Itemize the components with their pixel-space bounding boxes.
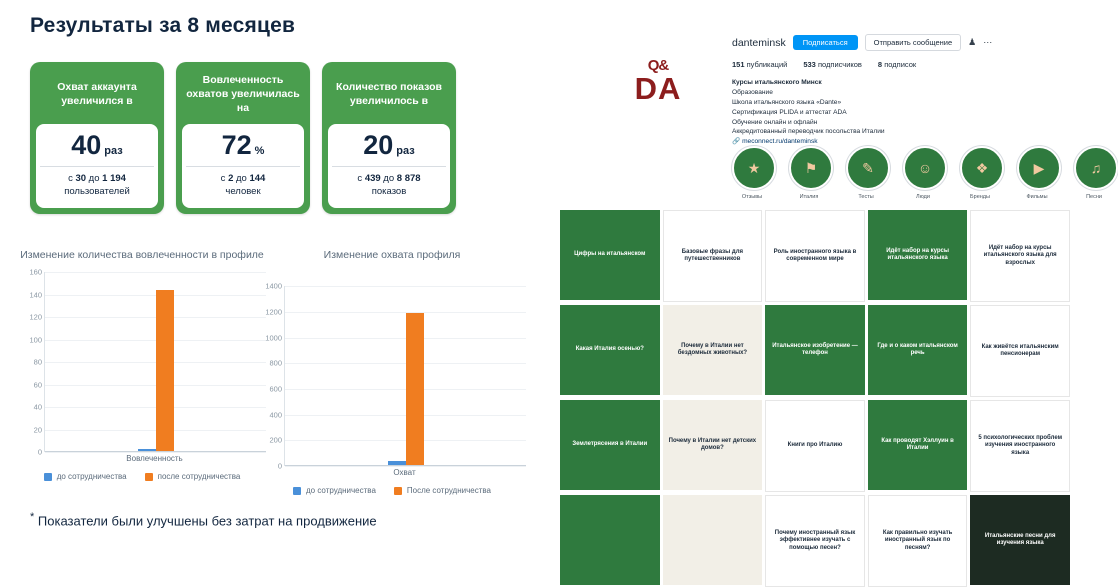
legend-swatch: [394, 487, 402, 495]
bar-before: [138, 449, 156, 451]
story-highlight[interactable]: [846, 146, 886, 200]
post-caption: Как правильно изучать иностранный язык по песням?: [882, 529, 953, 551]
post-caption: Какая Италия осенью?: [575, 346, 644, 353]
story-highlight[interactable]: [732, 146, 772, 200]
category-labels: [258, 466, 526, 480]
bar-before: [388, 461, 406, 465]
gridline: [45, 272, 266, 273]
post-thumbnail[interactable]: [560, 305, 660, 395]
chart-title: Изменение количества вовлеченности в профиле: [20, 249, 264, 261]
post-caption: Итальянское изобретение — телефон: [772, 342, 858, 356]
post-caption: Идёт набор на курсы итальянского языка: [886, 247, 949, 261]
y-axis-labels: [18, 267, 44, 457]
legend-swatch: [44, 473, 52, 481]
stat-value-group: [332, 132, 446, 159]
story-highlight-label: Тесты: [858, 194, 874, 200]
stat-followers-value: 533: [803, 60, 816, 69]
tag-icon: ❖: [960, 146, 1004, 190]
post-thumbnail[interactable]: [560, 495, 660, 585]
sub-prefix: с: [357, 173, 365, 184]
y-tick-label: 120: [29, 312, 42, 322]
bio-name: Курсы итальянского Минск: [732, 79, 822, 86]
story-highlight-label: Бренды: [970, 194, 990, 200]
story-highlight[interactable]: [1017, 146, 1057, 200]
y-tick-label: 0: [37, 447, 42, 457]
story-highlights: [732, 146, 1114, 200]
y-tick-label: 80: [33, 357, 42, 367]
instagram-profile-screenshot: [560, 20, 1102, 556]
post-caption: Базовые фразы для путешественников: [681, 248, 744, 262]
stat-card-heading: Вовлеченность охватов увеличилась на: [186, 73, 300, 115]
y-tick-label: 600: [269, 384, 282, 394]
story-highlight-label: Отзывы: [741, 194, 763, 200]
profile-info: [732, 34, 1070, 147]
stat-value-group: [40, 132, 154, 159]
stat-subtext: [332, 166, 446, 199]
y-tick-label: 20: [33, 425, 42, 435]
gridline: [285, 286, 526, 287]
chart-plot-area: [258, 281, 526, 471]
post-thumbnail[interactable]: [868, 400, 968, 490]
more-icon[interactable]: ⋯: [983, 37, 993, 47]
stat-posts-label: публикаций: [746, 60, 788, 69]
post-thumbnail[interactable]: [765, 495, 865, 587]
star-icon: ★: [732, 146, 776, 190]
y-tick-label: 1000: [265, 333, 282, 343]
legend-label: после сотрудничества: [157, 472, 241, 482]
instagram-header: [560, 20, 1070, 146]
post-thumbnail[interactable]: [663, 400, 763, 490]
profile-username: danteminsk: [732, 36, 786, 49]
profile-bio: [732, 78, 1070, 147]
story-highlight-label: Фильмы: [1026, 194, 1048, 200]
person-add-icon[interactable]: ♟: [968, 37, 977, 47]
sub-to: 1 194: [102, 173, 126, 184]
post-thumbnail[interactable]: [663, 495, 763, 585]
stat-posts: [732, 60, 787, 69]
story-highlight[interactable]: [1074, 146, 1114, 200]
post-thumbnail[interactable]: [765, 210, 865, 302]
stat-unit: раз: [104, 145, 123, 157]
sub-suffix: показов: [371, 185, 407, 197]
sub-to: 144: [249, 173, 266, 184]
post-caption: Почему иностранный язык эффективнее изучать с помощью песен?: [774, 529, 856, 551]
post-caption: Идёт набор на курсы итальянского языка для взрослых: [983, 244, 1057, 266]
stat-following[interactable]: [878, 60, 916, 69]
sub-from: 2: [228, 173, 234, 184]
stat-subtext: [40, 166, 154, 199]
flag-icon: ⚑: [789, 146, 833, 190]
stat-cards: [30, 62, 456, 214]
y-axis-labels: [258, 281, 284, 471]
sub-suffix: человек: [225, 185, 261, 197]
film-icon: ▶: [1017, 146, 1061, 190]
legend-item: [394, 486, 491, 495]
legend-label: до сотрудничества: [305, 486, 376, 496]
legend-label: до сотрудничества: [56, 472, 127, 482]
bio-link[interactable]: meconnect.ru/danteminsk: [742, 138, 818, 146]
post-caption: 5 психологических проблем изучения иностранного языка: [978, 434, 1063, 456]
post-caption: Землетрясения в Италии: [572, 441, 648, 448]
post-thumbnail[interactable]: [970, 400, 1070, 492]
y-tick-label: 800: [269, 358, 282, 368]
stat-card-heading: Охват аккаунта увеличился в: [57, 80, 137, 107]
post-thumbnail[interactable]: [868, 210, 968, 300]
plot-grid: [44, 272, 266, 452]
link-icon: 🔗: [732, 138, 741, 146]
post-thumbnail[interactable]: [663, 210, 763, 302]
footnote: [30, 511, 377, 528]
people-icon: ☺: [903, 146, 947, 190]
post-thumbnail[interactable]: [868, 305, 968, 395]
stat-posts-value: 151: [732, 60, 745, 69]
y-tick-label: 1200: [265, 307, 282, 317]
story-highlight-label: Италия: [799, 194, 819, 200]
post-thumbnail[interactable]: [970, 305, 1070, 397]
follow-button[interactable]: Подписаться: [793, 35, 858, 50]
post-thumbnail[interactable]: [765, 400, 865, 492]
profile-actions-row: [732, 34, 1070, 51]
post-thumbnail[interactable]: [663, 305, 763, 395]
story-highlight-label: Люди: [916, 194, 930, 200]
post-thumbnail[interactable]: [560, 400, 660, 490]
category-label: Охват: [393, 468, 416, 478]
stat-card-body: [36, 124, 158, 208]
post-caption: Итальянские песни для изучения языка: [984, 532, 1056, 546]
avatar: [615, 44, 701, 116]
sub-mid: до: [86, 173, 103, 184]
y-tick-label: 160: [29, 267, 42, 277]
legend-item: [44, 472, 127, 481]
legend-swatch: [145, 473, 153, 481]
music-icon: ♫: [1074, 146, 1118, 190]
chart-legend: [258, 486, 526, 495]
story-highlight[interactable]: [960, 146, 1000, 200]
category-label: Вовлеченность: [126, 454, 183, 464]
post-caption: Где и о каком итальянском речь: [877, 342, 958, 356]
y-tick-label: 0: [277, 461, 282, 471]
chart-title: Изменение охвата профиля: [323, 249, 461, 261]
stat-card-body: [328, 124, 450, 208]
stat-following-label: подписок: [884, 60, 917, 69]
legend-item: [293, 486, 376, 495]
post-thumbnail[interactable]: [970, 210, 1070, 302]
post-caption: Почему в Италии нет бездомных животных?: [677, 342, 748, 356]
sub-from: 439: [364, 173, 381, 184]
legend-item: [145, 472, 241, 481]
stat-followers[interactable]: [803, 60, 862, 69]
sub-prefix: с: [68, 173, 76, 184]
profile-stats: [732, 60, 1070, 69]
stat-subtext: [186, 166, 300, 199]
y-tick-label: 60: [33, 380, 42, 390]
left-panel: [0, 0, 540, 569]
stat-unit: %: [254, 145, 265, 157]
bio-line-2: Сертификация PLIDA и аттестат ADA: [732, 108, 847, 116]
post-caption: Почему в Италии нет детских домов?: [668, 437, 757, 451]
sub-mid: до: [233, 173, 250, 184]
post-caption: Цифры на итальянском: [574, 251, 646, 258]
chart-engagement: [18, 248, 266, 481]
y-tick-label: 140: [29, 290, 42, 300]
chart-plot-area: [18, 267, 266, 457]
stat-card-body: [182, 124, 304, 208]
stat-card-reach: [30, 62, 164, 214]
plot-grid: [284, 286, 526, 466]
sub-mid: до: [380, 173, 397, 184]
y-tick-label: 400: [269, 410, 282, 420]
bio-category: Образование: [732, 88, 773, 96]
sub-from: 30: [75, 173, 87, 184]
post-thumbnail[interactable]: [560, 210, 660, 300]
post-thumbnail[interactable]: [868, 495, 968, 587]
footnote-text: Показатели были улучшены без затрат на продвижение: [37, 513, 377, 529]
legend-swatch: [293, 487, 301, 495]
post-caption: Как живётся итальянским пенсионерам: [981, 343, 1059, 357]
bar-after: [156, 290, 174, 451]
stat-following-value: 8: [877, 60, 883, 69]
logo-mark: Q&: [647, 56, 669, 74]
chart-reach: [258, 248, 526, 495]
category-labels: [18, 452, 266, 466]
footnote-asterisk: *: [30, 511, 35, 523]
stat-card-impressions: [322, 62, 456, 214]
stat-value-group: [186, 132, 300, 159]
sub-to: 8 878: [396, 173, 421, 184]
stat-value: 20: [363, 130, 394, 160]
stat-value: 72: [221, 130, 252, 160]
stat-value: 40: [71, 130, 102, 160]
post-thumbnail[interactable]: [970, 495, 1070, 585]
post-caption: Роль иностранного языка в современном мире: [773, 248, 857, 262]
logo-text: DA: [634, 70, 682, 106]
story-highlight-label: Песни: [1086, 194, 1102, 200]
bio-line-1: Школа итальянского языка «Dante»: [732, 98, 842, 106]
stat-unit: раз: [396, 145, 415, 157]
stat-followers-label: подписчиков: [817, 60, 862, 69]
y-tick-label: 1400: [265, 281, 282, 291]
chart-legend: [18, 472, 266, 481]
story-highlight[interactable]: [789, 146, 829, 200]
page-title: Результаты за 8 месяцев: [30, 14, 296, 37]
legend-label: После сотрудничества: [406, 486, 491, 496]
sub-prefix: с: [220, 173, 229, 184]
post-thumbnail[interactable]: [765, 305, 865, 395]
quiz-icon: ✎: [846, 146, 890, 190]
post-grid: [560, 210, 1070, 587]
post-caption: Как проводят Хэллуин в Италии: [881, 437, 954, 451]
bar-after: [406, 313, 424, 466]
bio-line-3: Обучение онлайн и офлайн: [732, 118, 818, 126]
y-tick-label: 200: [269, 435, 282, 445]
stat-card-engagement: [176, 62, 310, 214]
stat-card-heading: Количество показов увеличилось в: [336, 80, 442, 107]
post-caption: Книги про Италию: [787, 442, 843, 449]
sub-suffix: пользователей: [64, 185, 130, 197]
story-highlight[interactable]: [903, 146, 943, 200]
y-tick-label: 40: [33, 402, 42, 412]
message-button[interactable]: Отправить сообщение: [865, 34, 962, 51]
y-tick-label: 100: [29, 335, 42, 345]
bio-line-4: Аккредитованный переводчик посольства Италии: [732, 128, 885, 136]
